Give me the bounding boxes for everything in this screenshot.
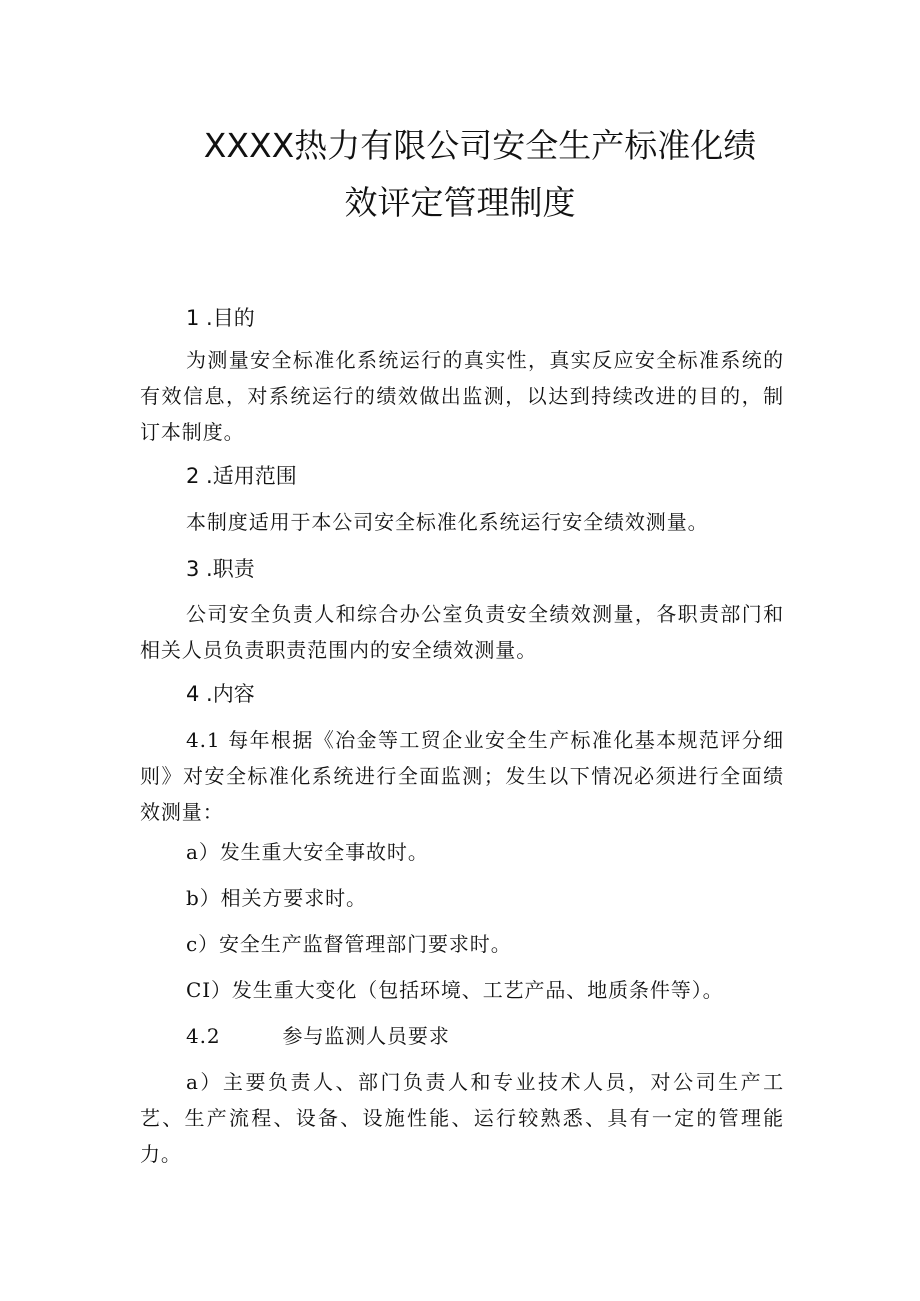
- document-title-line-2: 效评定管理制度: [344, 183, 576, 222]
- section-body-responsibility: 公司安全负责人和综合办公室负责安全绩效测量，各职责部门和相关人员负责职责范围内的安全绩效测量。: [140, 602, 784, 662]
- section-body-purpose: 为测量安全标准化系统运行的真实性，真实反应安全标准系统的有效信息，对系统运行的绩效做出监测，以达到持续改进的目的，制订本制度。: [140, 348, 784, 444]
- list-item-d: CI）发生重大变化（包括环境、工艺产品、地质条件等）。: [186, 978, 724, 1002]
- list-item-c: c）安全生产监督管理部门要求时。: [186, 932, 512, 956]
- section-body-scope: 本制度适用于本公司安全标准化系统运行安全绩效测量。: [186, 510, 709, 534]
- clause-4-2: [186, 1022, 450, 1050]
- clause-4-2-item-a: a）主要负责人、部门负责人和专业技术人员，对公司生产工艺、生产流程、设备、设施性能、运行较熟悉、具有一定的管理能力。: [140, 1070, 784, 1166]
- section-heading-content: 4 .内容: [186, 682, 255, 706]
- clause-4-2-number: 4.2: [186, 1024, 221, 1048]
- section-heading-scope: 2 .适用范围: [186, 464, 297, 488]
- list-item-b: b）相关方要求时。: [186, 886, 367, 910]
- section-heading-responsibility: 3 .职责: [186, 557, 255, 581]
- clause-4-2-text: 参与监测人员要求: [282, 1024, 450, 1048]
- section-heading-purpose: 1 .目的: [186, 306, 255, 330]
- list-item-a: a）发生重大安全事故时。: [186, 840, 429, 864]
- document-title-line-1: XXXX热力有限公司安全生产标准化绩: [203, 126, 757, 165]
- clause-4-1: 4.1 每年根据《冶金等工贸企业安全生产标准化基本规范评分细则》对安全标准化系统进行全面监测；发生以下情况必须进行全面绩效测量：: [140, 728, 784, 824]
